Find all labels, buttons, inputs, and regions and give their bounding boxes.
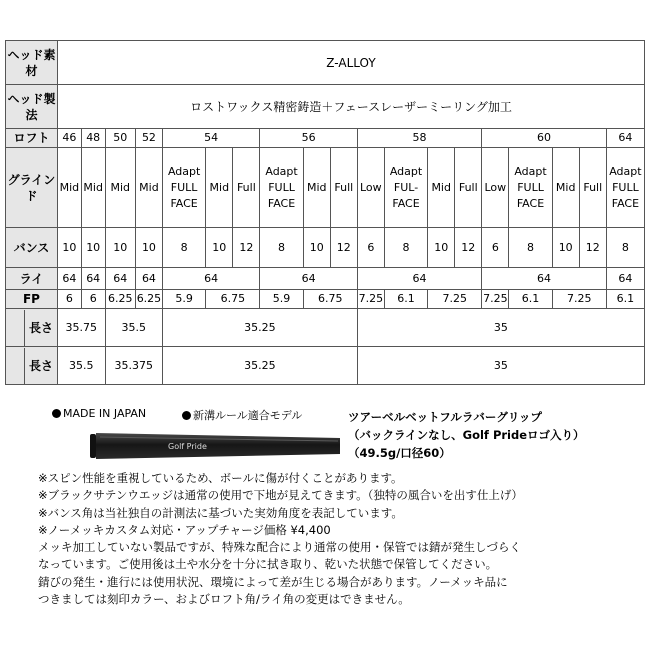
fp-cell: 6.75 [206,290,260,309]
fp-cell: 7.25 [357,290,384,309]
spec-table [5,40,645,385]
fp-cell: 6.1 [509,290,552,309]
material-row [6,41,645,85]
bounce-cell: 10 [303,228,330,268]
bounce-cell: 12 [233,228,260,268]
bounce-cell: 8 [260,228,303,268]
fp-cell: 5.9 [260,290,303,309]
bounce-cell: 12 [330,228,357,268]
grip-logo: Golf Pride [168,442,207,451]
note-line: 錆びの発生・進行には使用状況、環境によって差が生じる場合があります。ノーメッキ品に [38,574,508,589]
loft-cell: 54 [162,129,259,148]
length-cell: 35.25 [162,347,357,385]
lie-cell: 64 [482,268,606,290]
length-cell: 35 [357,347,644,385]
loft-cell: 64 [606,129,644,148]
grind-cell: Adapt FULL FACE [162,148,205,228]
grind-cell: Full [579,148,606,228]
note-line: ※ノーメッキカスタム対応・アップチャージ価格 ¥4,400 [38,522,331,537]
grind-cell: Low [357,148,384,228]
grind-cell: Mid [303,148,330,228]
grind-header: グラインド [6,148,58,228]
legend-label: 新溝ルール適合モデル [193,409,303,422]
grip-line: ツアーベルベットフルラバーグリップ [348,410,542,424]
bounce-cell: 10 [428,228,455,268]
length-cell: 35.5 [57,347,105,385]
process-value: ロストワックス精密鋳造＋フェースレーザーミーリング加工 [57,85,644,129]
length-cell: 35.5 [105,309,162,347]
fp-cell: 7.25 [428,290,482,309]
length-header [6,347,58,385]
note-line: ※ブラックサテンウエッジは通常の使用で下地が見えてきます。（独特の風合いを出す仕上げ） [38,488,523,503]
length-header [6,309,58,347]
fp-cell: 6 [57,290,81,309]
grind-cell: Adapt FULL FACE [260,148,303,228]
note-line: ※バンス角は当社独自の計測法に基づいた実効角度を表記しています。 [38,505,403,520]
fp-row [6,290,645,309]
note-line: つきましては刻印カラー、およびロフト角/ライ角の変更はできません。 [38,592,410,607]
bullet-icon [52,409,61,418]
fp-cell: 7.25 [552,290,606,309]
bounce-cell: 6 [357,228,384,268]
grind-cell: Mid [428,148,455,228]
grind-cell: Mid [135,148,162,228]
legend-new-groove [182,407,302,423]
bounce-cell: 8 [384,228,427,268]
length-cell: 35 [357,309,644,347]
grind-cell: Mid [552,148,579,228]
bounce-cell: 10 [135,228,162,268]
loft-cell: 50 [105,129,135,148]
length-cell: 35.25 [162,309,357,347]
bounce-cell: 6 [482,228,509,268]
lie-row [6,268,645,290]
grind-cell: Full [330,148,357,228]
lie-cell: 64 [57,268,81,290]
process-header: ヘッド製法 [6,85,58,129]
material-value: Z-ALLOY [57,41,644,85]
loft-row [6,129,645,148]
bounce-header: バンス [6,228,58,268]
grind-cell: Adapt FUL-FACE [384,148,427,228]
notes [38,470,638,608]
grip-description [348,408,643,462]
fp-cell: 7.25 [482,290,509,309]
grind-cell: Mid [105,148,135,228]
loft-cell: 60 [482,129,606,148]
length-spacer [6,348,25,384]
length-row [6,309,645,347]
note-line: なっています。ご使用後は土や水分を十分に拭き取り、乾いた状態で保管してください。 [38,557,498,572]
fp-cell: 5.9 [162,290,205,309]
lie-cell: 64 [606,268,644,290]
bounce-cell: 10 [552,228,579,268]
length-row [6,347,645,385]
lie-cell: 64 [357,268,481,290]
grind-cell: Adapt FULL FACE [509,148,552,228]
bounce-cell: 10 [81,228,105,268]
grind-cell: Mid [81,148,105,228]
grind-row [6,148,645,228]
length-label: 長さ [28,358,53,373]
grip-line: （バックラインなし、Golf Prideロゴ入り） [348,428,585,442]
loft-cell: 58 [357,129,481,148]
bounce-cell: 10 [105,228,135,268]
bounce-cell: 12 [455,228,482,268]
grind-cell: Low [482,148,509,228]
fp-cell: 6.1 [606,290,644,309]
bullet-icon [182,411,191,420]
legend-label: MADE IN JAPAN [63,407,147,420]
bounce-cell: 8 [509,228,552,268]
legend-made-in-japan [52,407,146,420]
note-line: ※スピン性能を重視しているため、ボールに傷が付くことがあります。 [38,471,403,485]
fp-header: FP [6,290,58,309]
loft-cell: 56 [260,129,357,148]
lie-cell: 64 [162,268,259,290]
bounce-cell: 8 [606,228,644,268]
lie-cell: 64 [105,268,135,290]
note-line: メッキ加工していない製品ですが、特殊な配合により通常の使用・保管では錆が発生しづらく [38,540,521,555]
length-cell: 35.375 [105,347,162,385]
fp-cell: 6 [81,290,105,309]
length-spacer [6,310,25,346]
bounce-cell: 12 [579,228,606,268]
loft-cell: 48 [81,129,105,148]
fp-cell: 6.1 [384,290,427,309]
fp-cell: 6.25 [135,290,162,309]
bounce-cell: 10 [57,228,81,268]
loft-cell: 52 [135,129,162,148]
grind-cell: Full [233,148,260,228]
length-cell: 35.75 [57,309,105,347]
bounce-cell: 10 [206,228,233,268]
fp-cell: 6.25 [105,290,135,309]
loft-header: ロフト [6,129,58,148]
grind-cell: Adapt FULL FACE [606,148,644,228]
material-header: ヘッド素材 [6,41,58,85]
lie-cell: 64 [260,268,357,290]
bounce-row [6,228,645,268]
grind-cell: Mid [206,148,233,228]
grind-cell: Full [455,148,482,228]
loft-cell: 46 [57,129,81,148]
process-row [6,85,645,129]
grind-cell: Mid [57,148,81,228]
bounce-cell: 8 [162,228,205,268]
lie-header: ライ [6,268,58,290]
fp-cell: 6.75 [303,290,357,309]
length-label: 長さ [28,320,53,335]
lie-cell: 64 [135,268,162,290]
grip-image [88,428,343,464]
grip-line: （49.5g/口径60） [348,446,451,460]
lie-cell: 64 [81,268,105,290]
